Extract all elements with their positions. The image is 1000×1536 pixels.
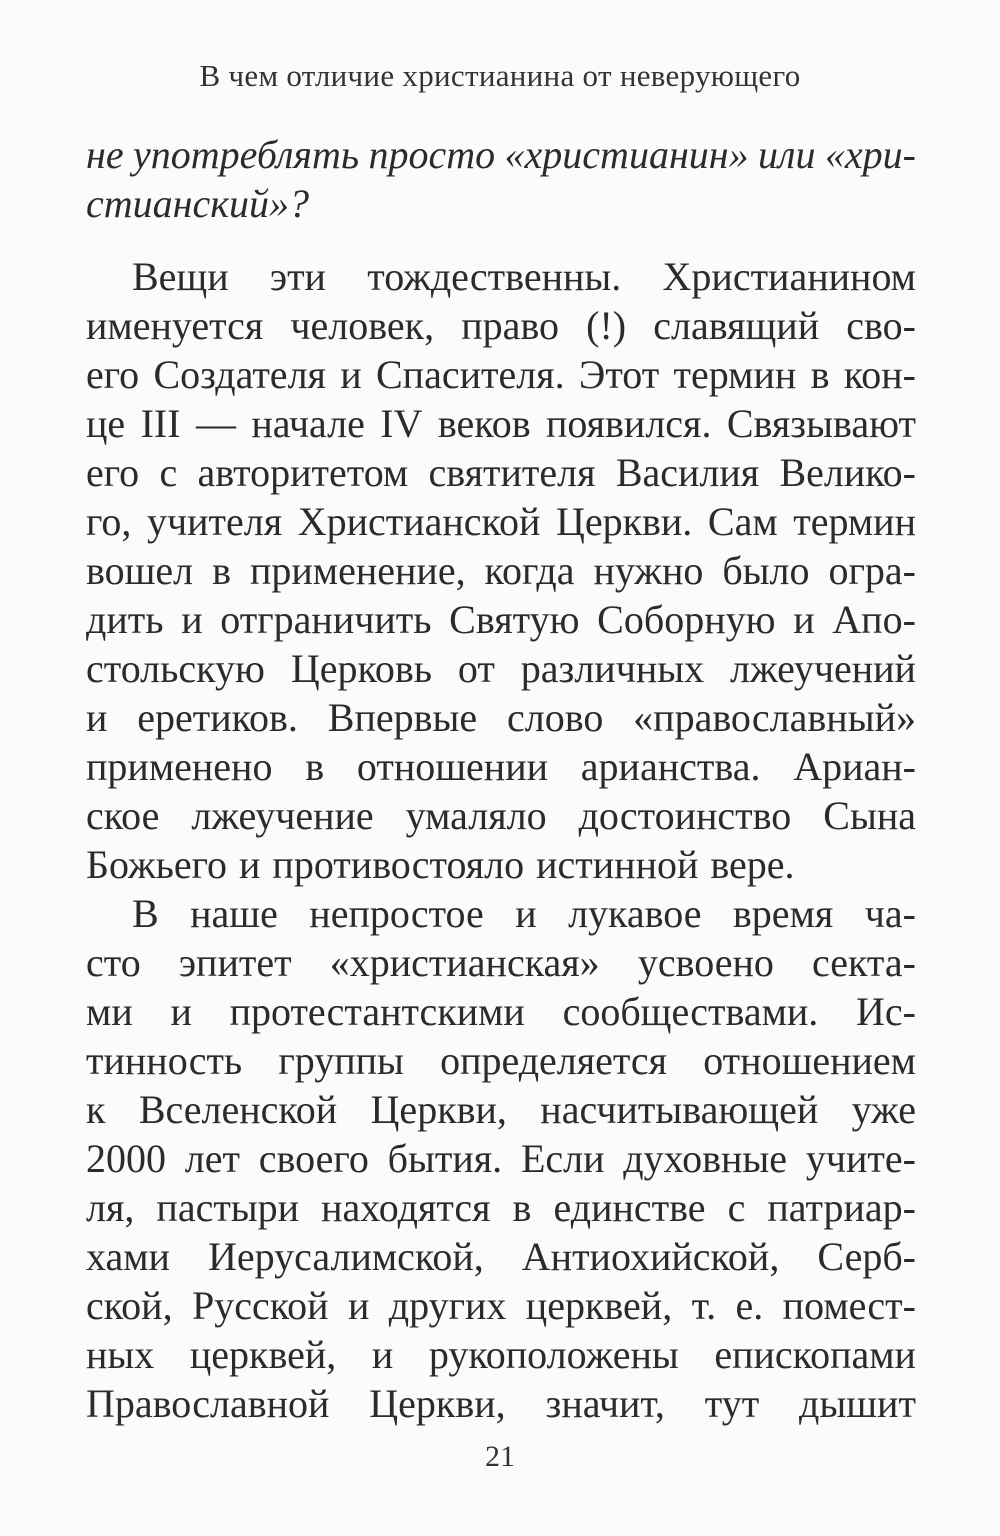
word: огра-	[828, 548, 916, 593]
word: уже	[851, 1087, 916, 1132]
paragraph-line	[86, 595, 916, 644]
word: Апо-	[832, 597, 916, 642]
word: достоинство	[578, 793, 792, 838]
word: секта-	[812, 940, 916, 985]
word: Церкви,	[369, 1381, 506, 1426]
word: термин	[793, 499, 916, 544]
word: лжеучение	[191, 793, 374, 838]
word: «христианская»	[329, 940, 600, 985]
word: просто	[368, 132, 496, 177]
word: Ариан-	[793, 744, 916, 789]
word: церквей,	[525, 1283, 673, 1328]
word: и	[86, 695, 108, 740]
word: ское	[86, 793, 160, 838]
word: Сам	[707, 499, 778, 544]
word: Церкви.	[555, 499, 693, 544]
word: лжеучений	[730, 646, 916, 691]
word: употреблять	[133, 132, 360, 177]
word: —	[195, 401, 236, 446]
word: и	[239, 842, 261, 887]
word: Христианской	[297, 499, 541, 544]
word: с	[727, 1185, 746, 1230]
word: было	[722, 548, 810, 593]
word: авторитетом	[197, 450, 409, 495]
word: нужно	[593, 548, 704, 593]
word: «православный»	[633, 695, 916, 740]
word: вере.	[710, 842, 795, 887]
word: го,	[86, 499, 132, 544]
word: Православной	[86, 1381, 330, 1426]
word: бытия.	[387, 1136, 503, 1181]
word: тождественны.	[367, 254, 622, 299]
page-number: 21	[485, 1440, 515, 1473]
answer-paragraph-2	[86, 889, 916, 1428]
word: тинность	[86, 1038, 243, 1083]
word: IV	[380, 401, 423, 446]
paragraph-gap	[86, 228, 916, 252]
word: церквей,	[189, 1332, 337, 1377]
word: учите-	[805, 1136, 916, 1181]
word: Вселенской	[138, 1087, 338, 1132]
word: Антиохийской,	[521, 1234, 780, 1279]
word: Сына	[823, 793, 916, 838]
word: стианский»?	[86, 181, 309, 226]
word: к	[86, 1087, 106, 1132]
word: и	[793, 597, 815, 642]
word: Этот	[578, 352, 660, 397]
word: применено	[86, 744, 273, 789]
question-line	[86, 179, 916, 228]
word: непростое	[309, 891, 484, 936]
word: определяется	[440, 1038, 668, 1083]
word: человек,	[290, 303, 435, 348]
word: помест-	[782, 1283, 916, 1328]
word: ных	[86, 1332, 155, 1377]
word: Соборную	[597, 597, 776, 642]
word: именуется	[86, 303, 264, 348]
word: истинной	[536, 842, 699, 887]
word: своего	[258, 1136, 369, 1181]
word: когда	[484, 548, 575, 593]
paragraph-line	[86, 1330, 916, 1379]
word: умаляло	[405, 793, 547, 838]
paragraph-line	[86, 1134, 916, 1183]
word: и	[515, 891, 537, 936]
word: и	[371, 1332, 394, 1377]
word: не	[86, 132, 124, 177]
paragraph-line	[86, 1232, 916, 1281]
word: духовные	[623, 1136, 788, 1181]
word: начале	[251, 401, 365, 446]
question-line	[86, 130, 916, 179]
word: епископами	[714, 1332, 916, 1377]
paragraph-line	[86, 1036, 916, 1085]
word: отграничить	[220, 597, 432, 642]
question-paragraph	[86, 130, 916, 228]
paragraph-line	[86, 742, 916, 791]
word: право	[461, 303, 559, 348]
word: е.	[735, 1283, 764, 1328]
word: Спасителя.	[375, 352, 565, 397]
paragraph-line	[86, 987, 916, 1036]
word: группы	[278, 1038, 404, 1083]
word: дышит	[799, 1381, 916, 1426]
running-header: В чем отличие христианина от неверующего	[199, 58, 801, 93]
word: Создателя	[153, 352, 326, 397]
word: Василия	[615, 450, 760, 495]
word: эти	[269, 254, 326, 299]
word: «хри-	[824, 132, 916, 177]
word: Божьего	[86, 842, 228, 887]
word: и	[181, 597, 203, 642]
paragraph-line	[86, 1183, 916, 1232]
paragraph-line	[86, 889, 916, 938]
word: святителя	[428, 450, 596, 495]
word: т.	[691, 1283, 717, 1328]
word: лет	[184, 1136, 240, 1181]
word: эпитет	[178, 940, 292, 985]
word: ми	[86, 989, 133, 1034]
word: Церковь	[290, 646, 432, 691]
word: применение,	[249, 548, 466, 593]
paragraph-line	[86, 448, 916, 497]
word: ской,	[86, 1283, 173, 1328]
paragraph-line	[86, 546, 916, 595]
word: или	[758, 132, 816, 177]
paragraph-line	[86, 693, 916, 742]
word: кон-	[843, 352, 916, 397]
paragraph-line	[86, 399, 916, 448]
word: сообществами.	[562, 989, 819, 1034]
word: других	[388, 1283, 507, 1328]
word: противостояло	[272, 842, 525, 887]
word: Русской	[191, 1283, 329, 1328]
word: сто	[86, 940, 141, 985]
paragraph-line	[86, 791, 916, 840]
word: патриар-	[767, 1185, 916, 1230]
word: его	[86, 352, 140, 397]
word: протестантскими	[229, 989, 525, 1034]
word: усвоено	[637, 940, 774, 985]
word: его	[86, 450, 140, 495]
word: вошел	[86, 548, 194, 593]
word: тут	[704, 1381, 760, 1426]
word: Велико-	[779, 450, 916, 495]
answer-paragraph-1	[86, 252, 916, 889]
word: с	[159, 450, 178, 495]
word: в	[305, 744, 325, 789]
word: время	[732, 891, 834, 936]
word: насчитывающей	[540, 1087, 819, 1132]
word: Ис-	[856, 989, 916, 1034]
word: различных	[520, 646, 705, 691]
word: III	[140, 401, 181, 446]
word: Христианином	[662, 254, 916, 299]
word: хами	[86, 1234, 170, 1279]
paragraph-line	[86, 350, 916, 399]
word: рукоположены	[428, 1332, 679, 1377]
word: Иерусалимской,	[208, 1234, 484, 1279]
word: ча-	[864, 891, 916, 936]
word: в	[810, 352, 830, 397]
paragraph-line	[86, 301, 916, 350]
word: значит,	[545, 1381, 665, 1426]
word: це	[86, 401, 126, 446]
paragraph-line	[86, 1281, 916, 1330]
text-block	[86, 130, 916, 1428]
word: Связывают	[726, 401, 916, 446]
word: арианства.	[580, 744, 761, 789]
word: слово	[506, 695, 604, 740]
paragraph-line	[86, 644, 916, 693]
word: термин	[673, 352, 797, 397]
word: и	[347, 1283, 370, 1328]
word: дить	[86, 597, 164, 642]
paragraph-line	[86, 840, 916, 889]
word: В	[132, 891, 159, 936]
word: «христианин»	[504, 132, 749, 177]
word: (!)	[586, 303, 627, 348]
word: появился.	[546, 401, 712, 446]
word: веков	[437, 401, 531, 446]
word: находятся	[321, 1185, 491, 1230]
paragraph-line	[86, 938, 916, 987]
paragraph-line	[86, 1379, 916, 1428]
word: Церкви,	[370, 1087, 507, 1132]
word: отношением	[703, 1038, 916, 1083]
paragraph-line	[86, 1085, 916, 1134]
word: в	[512, 1185, 532, 1230]
word: отношении	[356, 744, 549, 789]
word: Вещи	[132, 254, 229, 299]
word: и	[340, 352, 362, 397]
word: ля,	[86, 1185, 135, 1230]
word: от	[457, 646, 495, 691]
word: в	[212, 548, 231, 593]
word: учителя	[147, 499, 283, 544]
paragraph-line	[86, 497, 916, 546]
word: сво-	[846, 303, 916, 348]
word: стольскую	[86, 646, 265, 691]
word: лукавое	[568, 891, 702, 936]
word: единстве	[553, 1185, 706, 1230]
word: Впервые	[327, 695, 478, 740]
word: и	[170, 989, 192, 1034]
word: 2000	[86, 1136, 166, 1181]
word: Серб-	[817, 1234, 916, 1279]
word: Святую	[449, 597, 580, 642]
word: наше	[190, 891, 278, 936]
word: славящий	[653, 303, 820, 348]
word: Если	[520, 1136, 605, 1181]
paragraph-line	[86, 252, 916, 301]
word: пастыри	[156, 1185, 300, 1230]
word: еретиков.	[137, 695, 298, 740]
